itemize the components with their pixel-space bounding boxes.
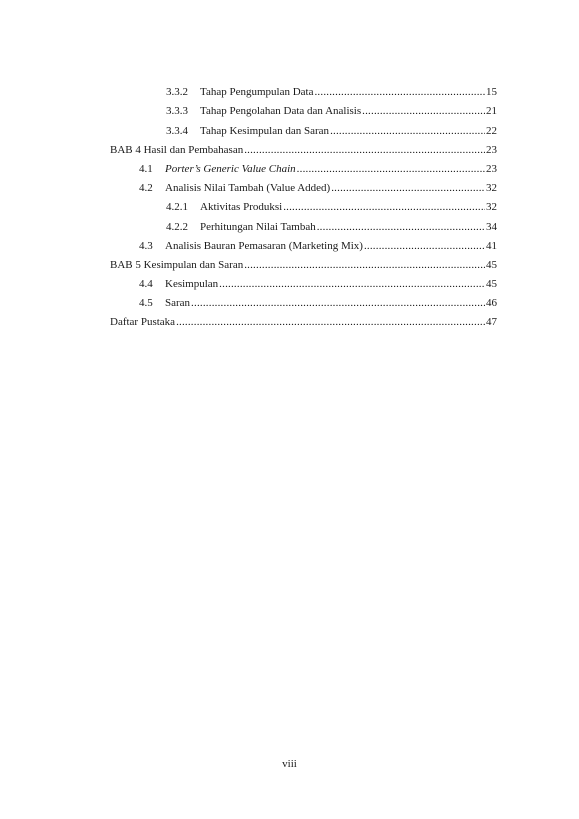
toc-entry-number: 4.1 <box>139 162 153 175</box>
toc-entry[interactable] <box>110 234 497 253</box>
toc-entry-page: 22 <box>486 124 497 137</box>
page-number: viii <box>282 758 297 770</box>
toc-entry-page: 34 <box>486 220 497 233</box>
toc-entry-page: 45 <box>486 278 497 291</box>
toc-entry[interactable] <box>110 118 497 137</box>
toc-entry-page: 41 <box>486 239 497 252</box>
toc-entry-title: BAB 4 Hasil dan Pembahasan <box>110 143 244 156</box>
toc-entry[interactable] <box>110 195 497 214</box>
toc-entry[interactable] <box>110 253 497 272</box>
toc-entry-page: 21 <box>486 105 497 118</box>
toc-entry-page: 15 <box>486 86 497 99</box>
table-of-contents <box>110 80 497 329</box>
dot-leader <box>191 297 485 310</box>
toc-entry-number: 3.3.2 <box>166 86 188 99</box>
toc-entry-title: BAB 5 Kesimpulan dan Saran <box>110 258 244 271</box>
toc-entry-page: 32 <box>486 182 497 195</box>
toc-entry-number: 3.3.3 <box>166 105 188 118</box>
dot-leader <box>283 201 485 214</box>
dot-leader <box>244 144 485 157</box>
toc-entry-title: Analisis Nilai Tambah (Value Added) <box>165 182 331 195</box>
dot-leader <box>297 163 485 176</box>
toc-entry-number: 4.2 <box>139 182 153 195</box>
toc-entry-title: Porter’s Generic Value Chain <box>165 162 296 175</box>
dot-leader <box>364 240 485 253</box>
toc-entry[interactable] <box>110 80 497 99</box>
toc-entry-number: 4.2.1 <box>166 201 188 214</box>
toc-list <box>110 80 497 329</box>
toc-entry-title: Analisis Bauran Pemasaran (Marketing Mix) <box>165 239 363 252</box>
toc-entry-title: Aktivitas Produksi <box>200 201 283 214</box>
dot-leader <box>244 259 485 272</box>
dot-leader <box>331 182 485 195</box>
dot-leader <box>219 278 485 291</box>
toc-entry[interactable] <box>110 157 497 176</box>
dot-leader <box>330 125 485 138</box>
toc-entry[interactable] <box>110 214 497 233</box>
toc-entry[interactable] <box>110 138 497 157</box>
toc-entry-title: Tahap Pengumpulan Data <box>200 86 314 99</box>
toc-entry-page: 46 <box>486 297 497 310</box>
toc-entry-number: 4.4 <box>139 278 153 291</box>
toc-entry-title: Daftar Pustaka <box>110 316 176 329</box>
toc-entry[interactable] <box>110 272 497 291</box>
toc-entry-page: 23 <box>486 143 497 156</box>
toc-entry[interactable] <box>110 310 497 329</box>
toc-entry-number: 4.5 <box>139 297 153 310</box>
dot-leader <box>314 86 485 99</box>
toc-entry-title: Saran <box>165 297 191 310</box>
toc-entry-page: 47 <box>486 316 497 329</box>
dot-leader <box>176 316 485 329</box>
toc-entry-page: 45 <box>486 258 497 271</box>
toc-entry-page: 23 <box>486 162 497 175</box>
dot-leader <box>362 105 485 118</box>
toc-entry-title: Perhitungan Nilai Tambah <box>200 220 316 233</box>
toc-entry-title: Tahap Kesimpulan dan Saran <box>200 124 330 137</box>
toc-entry-number: 4.3 <box>139 239 153 252</box>
toc-entry-title: Tahap Pengolahan Data dan Analisis <box>200 105 362 118</box>
toc-entry-number: 3.3.4 <box>166 124 188 137</box>
dot-leader <box>317 221 485 234</box>
toc-entry-number: 4.2.2 <box>166 220 188 233</box>
toc-entry[interactable] <box>110 176 497 195</box>
toc-entry[interactable] <box>110 99 497 118</box>
toc-entry[interactable] <box>110 291 497 310</box>
toc-entry-page: 32 <box>486 201 497 214</box>
toc-entry-title: Kesimpulan <box>165 278 219 291</box>
